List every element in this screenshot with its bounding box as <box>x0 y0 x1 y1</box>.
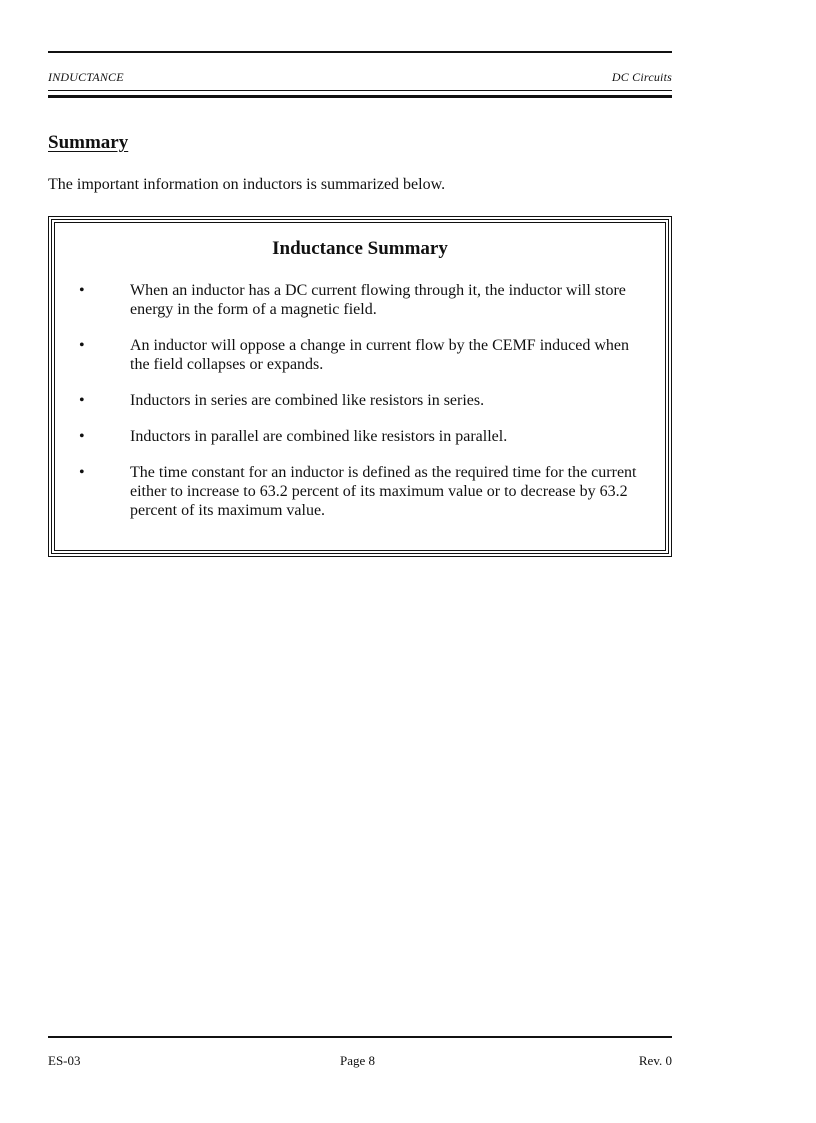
summary-item-text: The time constant for an inductor is defined as the required time for the current either to increase to 63.2 percent of its maximum value or to decrease by 63.2 percent of its maximum value. <box>130 464 637 519</box>
bullet-icon: • <box>79 392 85 409</box>
header-chapter-title: INDUCTANCE <box>48 70 124 84</box>
summary-box-inner-border <box>51 219 669 554</box>
summary-item-text: Inductors in parallel are combined like resistors in parallel. <box>130 428 508 445</box>
summary-item <box>55 336 665 374</box>
summary-box <box>48 216 672 557</box>
header-bottom-rule-thick <box>48 95 672 98</box>
header-module-title: DC Circuits <box>611 70 672 84</box>
intro-paragraph: The important information on inductors is summarized below. <box>48 176 446 193</box>
summary-item <box>55 281 665 319</box>
summary-item <box>55 391 665 410</box>
summary-item-text: An inductor will oppose a change in current flow by the CEMF induced when the field collapses or expands. <box>130 337 629 373</box>
header-bottom-rule-thin <box>48 90 672 91</box>
summary-item <box>55 463 665 520</box>
section-title: Summary <box>48 132 129 153</box>
summary-box-content <box>54 222 666 551</box>
summary-bullet-list <box>55 281 665 537</box>
bullet-icon: • <box>79 428 85 445</box>
bullet-icon: • <box>79 337 85 354</box>
summary-item-text: Inductors in series are combined like resistors in series. <box>130 392 485 409</box>
bullet-icon: • <box>79 282 85 299</box>
header-top-rule <box>48 51 672 53</box>
summary-item <box>55 427 665 446</box>
footer-document-id: ES-03 <box>48 1053 81 1068</box>
footer-page-number: Page 8 <box>340 1053 376 1068</box>
bullet-icon: • <box>79 464 85 481</box>
summary-box-title: Inductance Summary <box>272 238 448 259</box>
footer-revision: Rev. 0 <box>638 1053 672 1068</box>
footer-rule <box>48 1036 672 1038</box>
summary-item-text: When an inductor has a DC current flowing through it, the inductor will store energy in the form of a magnetic field. <box>130 282 626 318</box>
